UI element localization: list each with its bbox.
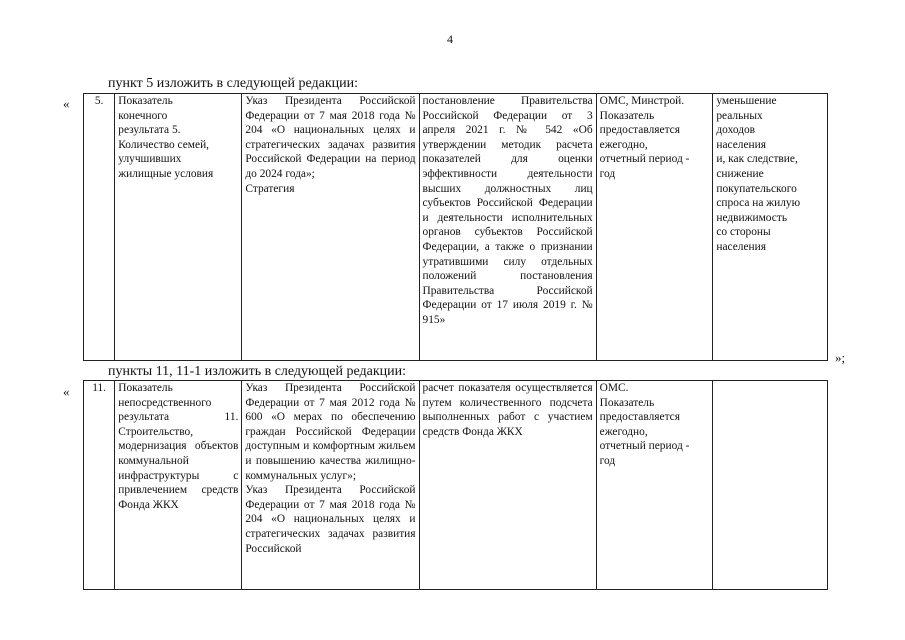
table-row [84, 381, 828, 590]
section1-open-quote: « [63, 96, 70, 111]
method-text: расчет показателя осуществляется путем количественного подсчета выполненных работ с участием средств Фонда ЖКХ [422, 382, 593, 438]
section2-heading: пункты 11, 11-1 изложить в следующей редакции: [108, 364, 407, 379]
source-cell [596, 381, 713, 590]
section2-table [83, 380, 828, 590]
section1-heading: пункт 5 изложить в следующей редакции: [108, 76, 358, 91]
source-text: ОМС, Минстрой. Показатель предоставляется ежегодно, отчетный период - год [599, 95, 690, 180]
row-number: 5. [94, 95, 104, 107]
effect-text: уменьшение реальных доходов населения и, как следствие, снижение покупательского спроса на жилую недвижимость со стороны населения [716, 95, 801, 253]
method-text: постановление Правительства Российской Федерации от 3 апреля 2021 г. № 542 «Об утверждении методик расчета показателей для оценки эффективности деятельности высших должностных лиц субъектов Российской Федерации и деятельности исполнительных органов субъектов Российской Федерации, а также о признании утратившими силу отдельных положений постановления Правительства Российской Федерации от 17 июля 2019 г. № 915» [422, 95, 593, 326]
basis-cell [242, 381, 419, 590]
indicator-text: Показатель конечного результата 5. Количество семей, улучшивших жилищные условия [118, 95, 214, 180]
indicator-cell [115, 381, 242, 590]
basis-text: Указ Президента Российской Федерации от 7 мая 2012 года № 600 «О мерах по обеспечению граждан Российской Федерации доступным и комфортным жильем и повышению качества жилищно-коммунальных услуг»; Указ Президента Российской Федерации от 7 мая 2018 года № 204 «О национальных целях и стратегических задачах развития Российской [245, 382, 416, 555]
method-cell [419, 381, 596, 590]
indicator-text: Показатель непосредственного результата 11. Строительство, модернизация объектов коммунальной инфраструктуры с привлечением средств Фонда ЖКХ [118, 382, 239, 511]
source-text: ОМС. Показатель предоставляется ежегодно, отчетный период - год [599, 382, 690, 467]
basis-text: Указ Президента Российской Федерации от 7 мая 2018 года № 204 «О национальных целях и стратегических задачах развития Российской Федерации на период до 2024 года»; Стратегия [245, 95, 416, 195]
effect-cell [713, 381, 828, 590]
section1-close-quote: »; [835, 350, 846, 365]
row-number-cell [84, 381, 115, 590]
section2-open-quote: « [63, 384, 70, 399]
page-number: 4 [447, 32, 453, 46]
row-number: 11. [92, 382, 107, 394]
